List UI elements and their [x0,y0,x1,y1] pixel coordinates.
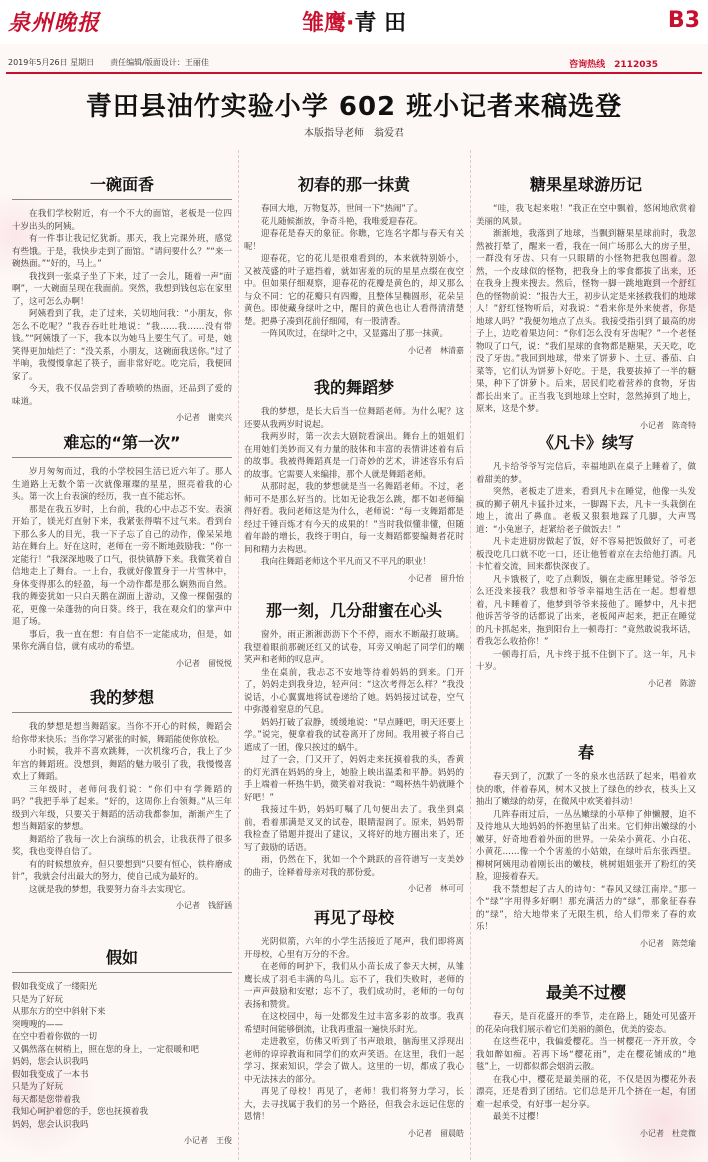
article-paragraph: 我接过牛奶，妈妈叮嘱了几句便出去了。我坐到桌前，看着那满是叉叉的试卷，眼睛湿润了。原来，妈妈帮我检查了错题并提出了建议，又将好的地方圈出来了，还写了鼓励的话语。 [244,805,464,853]
article-paragraph: 最美不过樱！ [493,1112,545,1122]
article-paragraph: 凡卡走进厨房做起了饭，好不容易把饭做好了，可老板没吃几口就不吃一口，还让他暂着京在去给他打酒。凡卡忙着交流，回来都快深夜了。 [476,537,696,572]
article-byline: 小记者 王俊 [184,1136,232,1145]
section-dot: · [345,11,355,36]
section-sub: 青 田 [354,10,407,36]
article-paragraph: 这就是我的梦想，我要努力奋斗去实现它。 [29,884,191,895]
article-paragraph: 我的梦想，是长大后当一位舞蹈老师。为什么呢？这还要从我两岁时说起。 [244,407,464,430]
column-divider [470,150,471,1160]
dateline: 2019年5月26日 星期日 责任编辑/版面设计：王丽佳 [8,58,209,67]
poem-line: 假如我变成了一本书 [12,1069,89,1080]
article-candy-planet [476,172,696,431]
guide-teacher: 本版指导老师 翁爱君 [304,128,404,139]
poem-line: 每天都是您带着我 [12,1094,81,1105]
article-title: 糖果星球游历记 [529,175,642,194]
article-title: 最美不过樱 [545,983,626,1002]
article-paragraph: 我两岁时，第一次去大剧院看演出。舞台上的姐姐们在用她们美妙而又有力量的肢体和丰富的表情讲述着有后的故事。我被得舞蹈真是一门奇妙的艺术，讲述容乐有后的故事。它需要人来编排，那个人就是舞蹈老师。 [244,432,464,480]
article-title: 我的梦想 [12,685,232,713]
article-paragraph: 迎春花是春天的象征。你瞧，它连名字都与春天有关呢！ [244,229,464,252]
article-first-time [12,430,232,669]
article-paragraph: 我不禁想起了古人的诗句：“春风又绿江南岸。”那一个“绿”字用得多好啊！那充满活力的“绿”，那象征春春的“绿”，给大地带来了无限生机，给人们带来了春的欢乐！ [476,884,696,932]
section-title [0,6,708,37]
masthead [0,0,708,44]
article-paragraph: 过了一会，门又开了，妈妈走来抚摸着我的头，香黄的灯光洒在妈妈的身上，她脸上映出温柔和平静。妈妈的手上端着一杯热牛奶，微笑着对我说：“喝杯热牛奶就睡个好吧！” [244,755,464,803]
article-paragraph: 雨，仍然在下，犹如一个个跳跃的音符谱写一支美妙的曲子，诠释着母亲对我的那份爱。 [244,855,464,878]
article-paragraph: 有一件事让我记忆犹新。那天，我上完课外班，感觉有些饿。于是，我快步走到了面馆。“请问要什么？”“来一碗热面。”“好的，马上。” [12,234,232,269]
article-farewell-school [244,905,464,1139]
article-byline: 小记者 留升怡 [408,573,464,583]
article-paragraph: 今天，我不仅品尝到了香喷喷的热面，还品到了爱的味道。 [12,384,232,407]
column-divider [238,150,239,1160]
article-byline: 小记者 林清嘉 [408,345,464,355]
article-paragraph: 在老师的呵护下，我们从小苗长成了参天大树，从雏鹰长成了羽毛丰满的鸟儿。忘不了，我们失败时，老师的一声声鼓励和安慰；忘不了，我们成功时，老师的一句句表扬和赞赏。 [244,962,464,1010]
section-main: 雏鹰 [301,11,346,36]
article-dance-dream [244,375,464,584]
poem-line: 突嗖嗖的—— [12,1019,64,1030]
article-paragraph: 在我们学校附近，有一个不大的面馆，老板是一位四十岁出头的阿姨。 [12,209,232,232]
article-title: 那一刻，几分甜蜜在心头 [265,601,442,620]
article-title: 春 [577,743,594,762]
article-paragraph: 再见了母校！再见了，老师！我们将努力学习，长大，去寻找属于我们的另一个路径，但我会永远记住您的恩情！ [244,1087,464,1122]
poem-line: 我知心呵护着您的手，您也抚摸着我 [12,1107,149,1117]
page-number: B3 [667,8,700,33]
poem-line: 在空中看着你做的一切 [12,1032,98,1042]
article-paragraph: 几阵春雨过后，一丛丛嫩绿的小草伸了伸懒腰，迫不及待地从大地妈妈的怀抱里钻了出来。它们伸出嫩绿的小嫩芽，好奇地看着外面的世界。一朵朵小黄花、小白花、小黄花……像一个个害羞的小姑娘，在绿叶后东张西望。柳树阿姨甩动着刚长出的嫩枝，桃树姐姐张开了粉红的笑脸，迎接着春天。 [476,809,696,882]
article-paragraph: 那是在我五岁时，上台前，我的心中忐忑不安。表演开始了，镁光灯直射下来，我紧张得喘不过气来。看到台下那么多人的目光，我一下子忘了自己的动作，像呆呆地站在舞台上。好在这时，老师在一旁不断地鼓励我：“你一定能行！”我深深地吸了口气，很快镇静下来。我微笑着自信地走上了舞台。一上台，我就好像置身于一片雪林中，身体变得那么的轻盈，每一个动作都是那么娴熟而自然。我的舞姿犹如一只白天鹅在湖面上游动，又像一棵倔强的花，更像一朵蓬勃的向日葵。终于，我在观众们的掌声中退了场。 [12,504,232,627]
article-paragraph: 渐渐地，我落到了地球，当飘到糖果星球前时，我忽然被打晕了，醒来一看，我在一间广场那么大的房子里，一群没有牙齿、只有一只眼睛的小怪物把我包围着。忽然，一个皮球似的怪物，把我身上的零食都拔了出来，还在我身上搜来搜去。然后，怪物一脚一跳地跑到一个舒红色的怪物前说：“报告大王，初步认定是来拯救我们的地球人！”舒红怪物听后，对我说：“看来你是外来使者，你是地球人吗？”我便勿地点了点头。我接受指引到了最高的房子上，边吃着果边问：“你们怎么没有牙齿呢？”一个老怪物叹了口气，说：“我们星球的食物都是糖果，天天吃，吃没了牙齿。”我回到地球，带来了饼萝卜、土豆、番茄、白菜等，它们认为饼萝卜好吃。于是，我要拔掉了一半的糖果，种下了饼萝卜。后来，居民们吃着营养的食物，牙齿都长出来了。正当我飞到地球上空时，忽然掉到了地上，原来，这是个梦。 [476,229,696,414]
article-title: 难忘的“第一次” [12,430,232,458]
hotline: 咨询热线 2112035 [569,60,658,70]
article-paragraph: 迎春花，它的花儿是很难看到的，本来就特别娇小，又被茂盛的叶子遮挡着，就如害羞的玩的星星点缀在夜空中。但如果仔细观察，迎春花的花瓣是黄色的，却又那么与众不同：它的花瓣只有四瓣，且整体呈椭圆形，花朵呈黄色。即使藏身绿叶之中，醒目的黄色也让人看得清清楚楚。把鼻子凑到花前仔细闻，有一股清香。 [244,254,464,327]
article-title: 《凡卡》续写 [537,433,634,452]
article-byline: 小记者 钱舒涵 [176,901,232,910]
article-byline: 小记者 陈莞瑜 [640,938,696,948]
article-fanka-sequel [476,430,696,689]
newspaper-logo: 泉州晚报 [8,10,101,36]
article-paragraph: 花儿随候渐放，争奇斗艳，我唯爱迎春花。 [261,216,423,227]
article-sweet-moment [244,598,464,894]
poem-lines [12,981,232,1131]
article-paragraph: 从那时起，我的梦想就是当一名舞蹈老师。不过，老师可不是那么好当的。比如无论我怎么跳，都不如老师编得好看。我问老师这是为什么，老师说：“每一支舞蹈都是经过千锤百炼才有今天的成果的！”当时我似懂非懂，但随着年龄的增长，我终于明白，每一支舞蹈都要编舞者花时间和精力去构思。 [244,482,464,555]
poem-line: 从那东方的空中斜射下来 [12,1007,106,1017]
article-paragraph: 岁月匆匆而过，我的小学校园生活已近六年了。那人生道路上无数个第一次就像璀璨的星星，照亮着我的心头。第一次上台表演的经历，我一直不能忘怀。 [12,467,232,502]
poem-line: 又偶然落在树梢上，照在您的身上，一定很暖和吧 [12,1044,200,1055]
article-bowl [12,172,232,423]
article-paragraph: 春天，是百花盛开的季节，走在路上，随处可见盛开的花朵向我们展示着它们美丽的颜色，优美的姿态。 [476,1012,696,1035]
poem-line: 假如我变成了一缕阳光 [12,982,98,992]
article-paragraph: 突然，老板走了进来，看到凡卡在睡觉，他像一头发疯的狮子朝凡卡猛扑过来，一脚踢下去，凡卡一头栽倒在地上，流出了鼻血。老板又狠狠地踩了几脚，大声骂道：“小兔崽子，赶紧给老子做饭去！” [476,487,696,535]
page-headline: 青田县油竹实验小学 602 班小记者来稿选登 [85,92,623,122]
article-paragraph: 小时候，我并不喜欢跳舞，一次机缘巧合，我上了少年宫的舞蹈班。没想到，舞蹈的魅力吸引了我，我慢慢喜欢上了舞蹈。 [12,747,232,782]
article-paragraph: 一顿毒打后，凡卡终于抵不住倒下了。这一年，凡卡十岁。 [476,649,696,672]
article-paragraph: 有的时候想放弃，但只要想到“只要有恒心，铁杵磨成针”，我就会付出最大的努力，使自己成为最好的。 [12,859,232,882]
article-paragraph: 在我心中，樱花是最美丽的花，不仅是因为樱花外表漂亮，还是看到了团结。它们总是开几个挤在一起，有团难一起承受，有好事一起分享。 [476,1074,696,1110]
article-cherry-blossom [476,980,696,1139]
poem-line: 只是为了好玩 [12,1082,64,1092]
article-paragraph: 事后，我一直在想：有自信不一定能成功，但是，如果你充满自信，就有成功的希望。 [12,629,232,652]
article-paragraph: 在这校园中，每一处都发生过丰富多彩的故事。我真希望时间能够倒流，让我再重温一遍快乐时光。 [244,1012,464,1035]
article-spring-yellow [244,172,464,356]
article-paragraph: 舞蹈给了我每一次上台演练的机会，让我获得了很多奖，我也变得自信了。 [12,834,232,857]
poem-line: 妈妈，您会认识我吗 [12,1057,89,1067]
article-byline: 小记者 留晨皓 [408,1128,464,1138]
article-paragraph: 我向往舞蹈老师这个平凡而又不平凡的职业！ [261,557,432,567]
article-title: 假如 [12,945,232,973]
article-paragraph: 在这些花中，我偏爱樱花。当一树樱花一齐开放，令我如醉如痴。若再下场“樱花雨”，走在樱花铺成的“地毯”上，一切都似都会烟消云散。 [476,1037,696,1072]
poem-line: 只是为了好玩 [12,994,64,1005]
article-title: 一碗面香 [12,172,232,200]
article-paragraph: 凡卡饿极了，吃了点剩饭，躺在走廊里睡觉。爷爷怎么还没来接我？我想和爷爷幸福地生活在一起。想着想着，凡卡睡着了，他梦到爷爷来接他了。睡梦中，凡卡把他诉苦爷爷的话都说了出来，老板闻声起来，把正在睡觉的凡卡抓起来，拖到阳台上一顿毒打：“竟然敢说我坏话，看我怎么收拾你！” [476,574,696,647]
article-paragraph: 三年级时，老师问我们说：“你们中有学舞蹈的吗？”我把手举了起来。“好的，这周你上台领舞。”从三年级到六年级，只要关于舞蹈的活动我都参加，渐渐产生了想当舞蹈家的梦想。 [12,784,232,832]
article-byline: 小记者 陈奇特 [640,420,696,430]
header-rule [6,72,702,74]
article-paragraph: 走进教室，仿佛又听到了书声琅琅，脑海里又浮现出老师的谆谆教诲和同学们的欢声笑语。在这里，我们一起学习、探索知识，学会了做人。这里的一切，都成了我心中无法抹去的部分。 [244,1037,464,1085]
article-paragraph: 春回大地，万物复苏，世间一下“热闹”了。 [261,204,423,214]
article-paragraph: 窗外，雨正淅淅沥沥下个不停，雨水不断敲打玻璃。我望着眼前那碗还红又的试卷，耳旁又响起了同学们的嘲笑声和老师的叹息声。 [244,630,464,665]
article-paragraph: 光阴似箭，六年的小学生活接近了尾声，我们即将离开母校，心里有万分的不舍。 [244,937,464,960]
article-paragraph: 凡卡给爷爷写完信后，幸福地趴在桌子上睡着了，做着甜美的梦。 [476,462,696,485]
article-paragraph: 一阵风吹过，在绿叶之中，又显露出了那一抹黄。 [261,329,449,339]
article-paragraph: 春天到了，沉默了一冬的泉水也活跃了起来，唱着欢快的歌，伴着春风，树木又披上了绿色的纱衣，枝头上又抽出了嫩绿的幼芽，在微风中欢笑着抖动！ [476,772,696,807]
article-byline: 小记者 留悦悦 [176,658,232,668]
article-byline: 小记者 杜竞微 [640,1128,696,1138]
article-paragraph: 妈妈打破了寂静，缓缓地说：“早点睡吧，明天还要上学。”说完，便拿着我的试卷离开了房间。我用被子将自己遮成了一团，像只挨过的蜗牛。 [244,717,464,753]
article-paragraph: 阿姨看到了我，走了过来，关切地问我：“小朋友，你怎么不吃呢？”我吞吞吐吐地说：“我……我……没有带钱。”“阿姨饿了一下，我本以为她马上要生气了。可是，她笑得更加灿烂了：“没关系，小朋友，这碗面我送你。”过了半晌，我慢慢拿起了筷子，面非常好吃。吃完后，我便回家了。 [12,309,232,382]
article-paragraph: 我的梦想是想当舞蹈家。当你不开心的时候，舞蹈会给你带来快乐；当你学习紧张的时候，舞蹈能使你放松。 [12,722,232,745]
article-title: 初春的那一抹黄 [297,175,410,194]
poem-line: 妈妈，您会认识我吗 [12,1119,89,1130]
article-paragraph: 坐在桌前，我忐忑不安地等待着妈妈的到来。门开了，妈妈走到我身边，轻声问：“这次考得怎么样？”我没说话，小心翼翼地将试卷递给了她。妈妈接过试卷，空气中弥漫着窒息的气息。 [244,667,464,715]
article-title: 再见了母校 [313,908,394,927]
article-byline: 小记者 陈游 [648,678,696,688]
article-paragraph: 我找到一张桌子坐了下来，过了一会儿，随着一声“面啊”，一大碗面呈现在我面前。突然，我想到钱包忘在家里了，这可怎么办啊！ [12,271,232,307]
article-byline: 小记者 林可可 [408,884,464,893]
article-paragraph: “哇，我飞起来啦！”我正在空中飘着，悠闲地欣赏着美丽的风景。 [476,204,696,227]
article-my-dream [12,685,232,911]
article-title: 我的舞蹈梦 [313,378,394,397]
article-byline: 小记者 谢奕兴 [176,413,232,422]
article-spring [476,740,696,949]
article-hypothesis [12,945,232,1146]
